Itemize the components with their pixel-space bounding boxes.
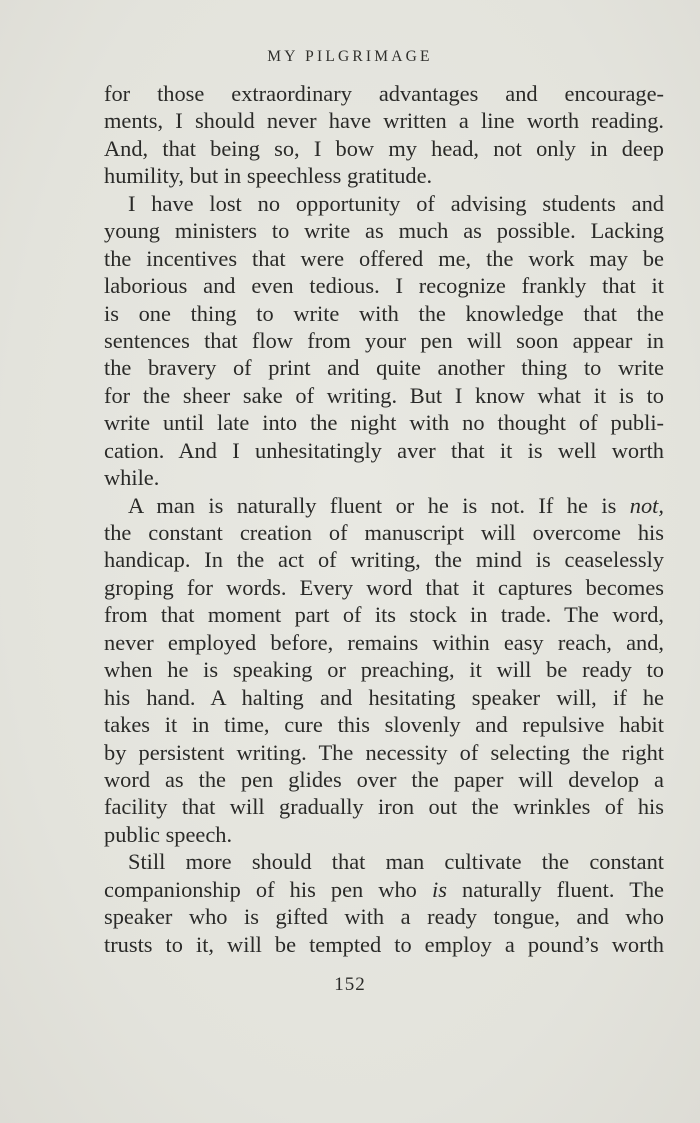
text-line: companionship of his pen who is naturally fluent. The — [104, 876, 664, 902]
text-line: public speech. — [104, 821, 233, 847]
text-line: the constant creation of manuscript will overcome his — [104, 520, 664, 545]
text-line: I have lost no opportunity of advising students and — [128, 190, 664, 216]
text-line: word as the pen glides over the paper will develop a — [104, 766, 664, 792]
text-line: facility that will gradually iron out the wrinkles of his — [104, 794, 664, 820]
text-line: from that moment part of its stock in trade. The word, — [104, 602, 664, 628]
text-line: when he is speaking or preaching, it will be ready to — [104, 657, 664, 683]
body-text — [104, 80, 664, 958]
text-line: trusts to it, will be tempted to employ a pound’s worth — [104, 931, 664, 957]
text-line: for the sheer sake of writing. But I know what it is to — [104, 382, 664, 408]
text-line: write until late into the night with no thought of publi- — [104, 410, 664, 436]
text-line: Still more should that man cultivate the constant — [128, 849, 664, 875]
text-line: never employed before, remains within easy reach, and, — [104, 629, 664, 655]
text-line: the bravery of print and quite another thing to write — [104, 355, 664, 381]
text-line: speaker who is gifted with a ready tongue, and who — [104, 904, 664, 930]
text-line: for those extraordinary advantages and encourage- — [104, 81, 664, 106]
text-line: handicap. In the act of writing, the mind is ceaselessly — [104, 547, 664, 573]
text-line: ments, I should never have written a line worth reading. — [104, 108, 664, 134]
text-line: cation. And I unhesitatingly aver that it is well worth — [104, 437, 664, 463]
text-line: sentences that flow from your pen will soon appear in — [104, 327, 664, 353]
text-line: takes it in time, cure this slovenly and repulsive habit — [104, 712, 664, 738]
page-number: 152 — [334, 974, 366, 995]
text-line: while. — [104, 465, 160, 491]
text-line: the incentives that were offered me, the work may be — [104, 245, 664, 271]
text-line: his hand. A halting and hesitating speaker will, if he — [104, 684, 664, 710]
text-line: young ministers to write as much as possible. Lacking — [104, 218, 664, 244]
text-line: by persistent writing. The necessity of selecting the right — [104, 739, 664, 765]
text-line: is one thing to write with the knowledge that the — [104, 300, 664, 326]
text-line: humility, but in speechless gratitude. — [104, 163, 433, 189]
running-head: MY PILGRIMAGE — [267, 48, 433, 65]
text-line: A man is naturally fluent or he is not. If he is not, — [128, 492, 664, 518]
text-line: groping for words. Every word that it captures becomes — [104, 574, 664, 600]
text-line: And, that being so, I bow my head, not only in deep — [104, 135, 664, 161]
text-line: laborious and even tedious. I recognize frankly that it — [104, 273, 664, 299]
